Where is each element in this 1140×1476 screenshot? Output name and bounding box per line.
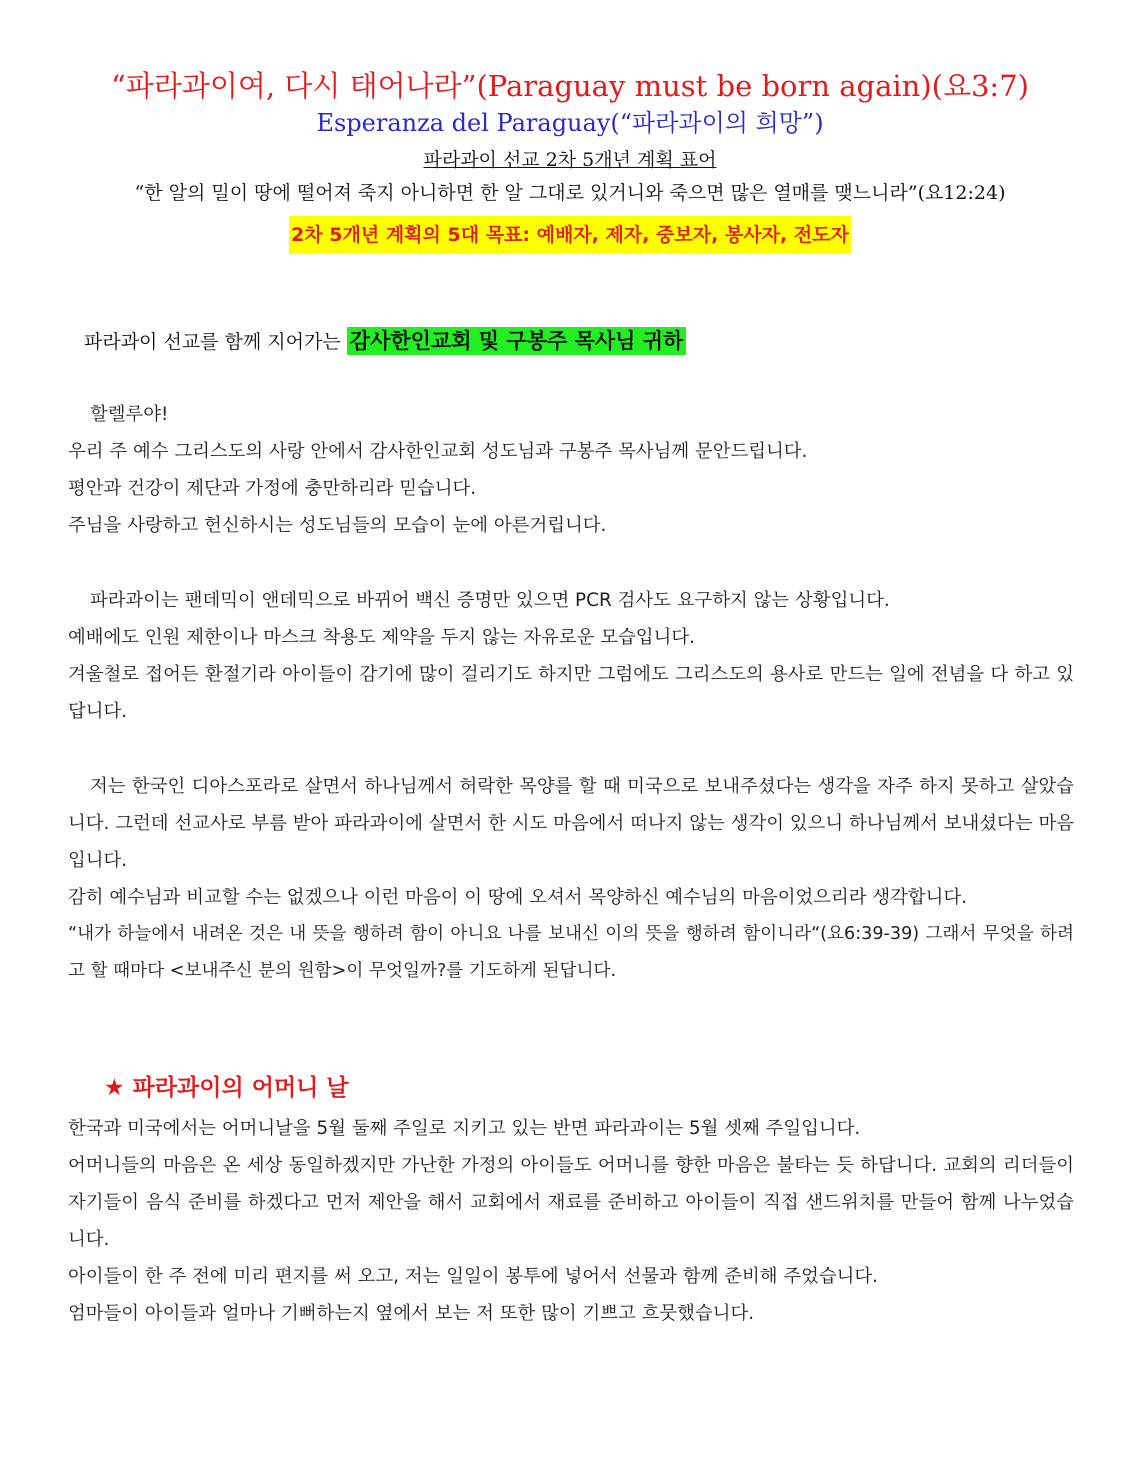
mothers-day-line: 아이들이 한 주 전에 미리 편지를 써 오고, 저는 일일이 봉투에 넣어서 선물과 함께 준비해 주었습니다. <box>68 1266 878 1287</box>
mothers-day-line: 엄마들이 아이들과 얼마나 기뻐하는지 옆에서 보는 저 또한 많이 기쁘고 흐뭇했습니다. <box>68 1303 755 1324</box>
status-line: 겨울철로 접어든 환절기라 아이들이 감기에 많이 걸리기도 하지만 그럼에도 그리스도의 용사로 만드는 일에 전념을 다 하고 있답니다. <box>68 664 1074 722</box>
section-heading-text: 파라과이의 어머니 날 <box>132 1075 349 1101</box>
greeting-line: 평안과 건강이 제단과 가정에 충만하리라 믿습니다. <box>68 478 477 499</box>
addressee-prefix: 파라과이 선교를 함께 지어가는 <box>84 331 341 353</box>
goals-text: 2차 5개년 계획의 5대 목표: 예배자, 제자, 중보자, 봉사자, 전도자 <box>289 216 851 254</box>
addressee-highlight: 감사한인교회 및 구봉주 목사님 귀하 <box>347 327 687 355</box>
document-subtitle: Esperanza del Paraguay(“파라과이의 희망”) <box>316 109 824 137</box>
addressee-line <box>84 320 686 363</box>
scripture-verse: “한 알의 밀이 땅에 떨어져 죽지 아니하면 한 알 그대로 있거니와 죽으면 많은 열매를 맺느니라”(요12:24) <box>134 182 1006 204</box>
greeting-line: 할렐루야! <box>90 404 169 425</box>
greeting-paragraph <box>68 396 1074 544</box>
status-paragraph <box>68 582 1074 730</box>
mothers-day-line: 한국과 미국에서는 어머니날을 5월 둘째 주일로 지키고 있는 반면 파라과이는 5월 셋째 주일입니다. <box>68 1118 861 1139</box>
section-heading <box>104 1068 349 1108</box>
mothers-day-paragraph <box>68 1110 1074 1332</box>
calling-line: 감히 예수님과 비교할 수는 없겠으나 이런 마음이 이 땅에 오셔서 목양하신 예수님의 마음이었으리라 생각합니다. <box>68 887 968 908</box>
document-title: “파라과이여, 다시 태어나라”(Paraguay must be born again)(요3:7) <box>111 69 1029 103</box>
star-icon: ★ <box>104 1075 125 1101</box>
mothers-day-line: 어머니들의 마음은 온 세상 동일하겠지만 가난한 가정의 아이들도 어머니를 향한 마음은 불타는 듯 하답니다. 교회의 리더들이 자기들이 음식 준비를 하겠다고 먼저 제안을 해서 교회에서 재료를 준비하고 아이들이 직접 샌드위치를 만들어 함께 나누었습니다. <box>68 1155 1074 1250</box>
plan-motto-text: 파라과이 선교 2차 5개년 계획 표어 <box>423 149 717 171</box>
plan-motto <box>0 146 1140 174</box>
status-line: 예배에도 인원 제한이나 마스크 착용도 제약을 두지 않는 자유로운 모습입니다. <box>68 627 695 648</box>
calling-paragraph <box>68 768 1074 990</box>
status-line: 파라과이는 팬데믹이 앤데믹으로 바뀌어 백신 증명만 있으면 PCR 검사도 요구하지 않는 상황입니다. <box>90 590 890 611</box>
goals-banner <box>0 216 1140 254</box>
calling-line: “내가 하늘에서 내려온 것은 내 뜻을 행하려 함이 아니요 나를 보내신 이의 뜻을 행하려 함이니라“(요6:39-39) 그래서 무엇을 하려고 할 때마다 <보내주신 분의 원함>이 무엇일까?를 기도하게 된답니다. <box>68 924 1074 981</box>
calling-line: 저는 한국인 디아스포라로 살면서 하나님께서 허락한 목양를 할 때 미국으로 보내주셨다는 생각을 자주 하지 못하고 살았습니다. 그런데 선교사로 부름 받아 파라과이에 살면서 한 시도 마음에서 떠나지 않는 생각이 있으니 하나님께서 보내셨다는 마음입니다. <box>68 776 1074 871</box>
greeting-line: 주님을 사랑하고 헌신하시는 성도님들의 모습이 눈에 아른거립니다. <box>68 515 607 536</box>
greeting-line: 우리 주 예수 그리스도의 사랑 안에서 감사한인교회 성도님과 구봉주 목사님께 문안드립니다. <box>68 441 808 462</box>
